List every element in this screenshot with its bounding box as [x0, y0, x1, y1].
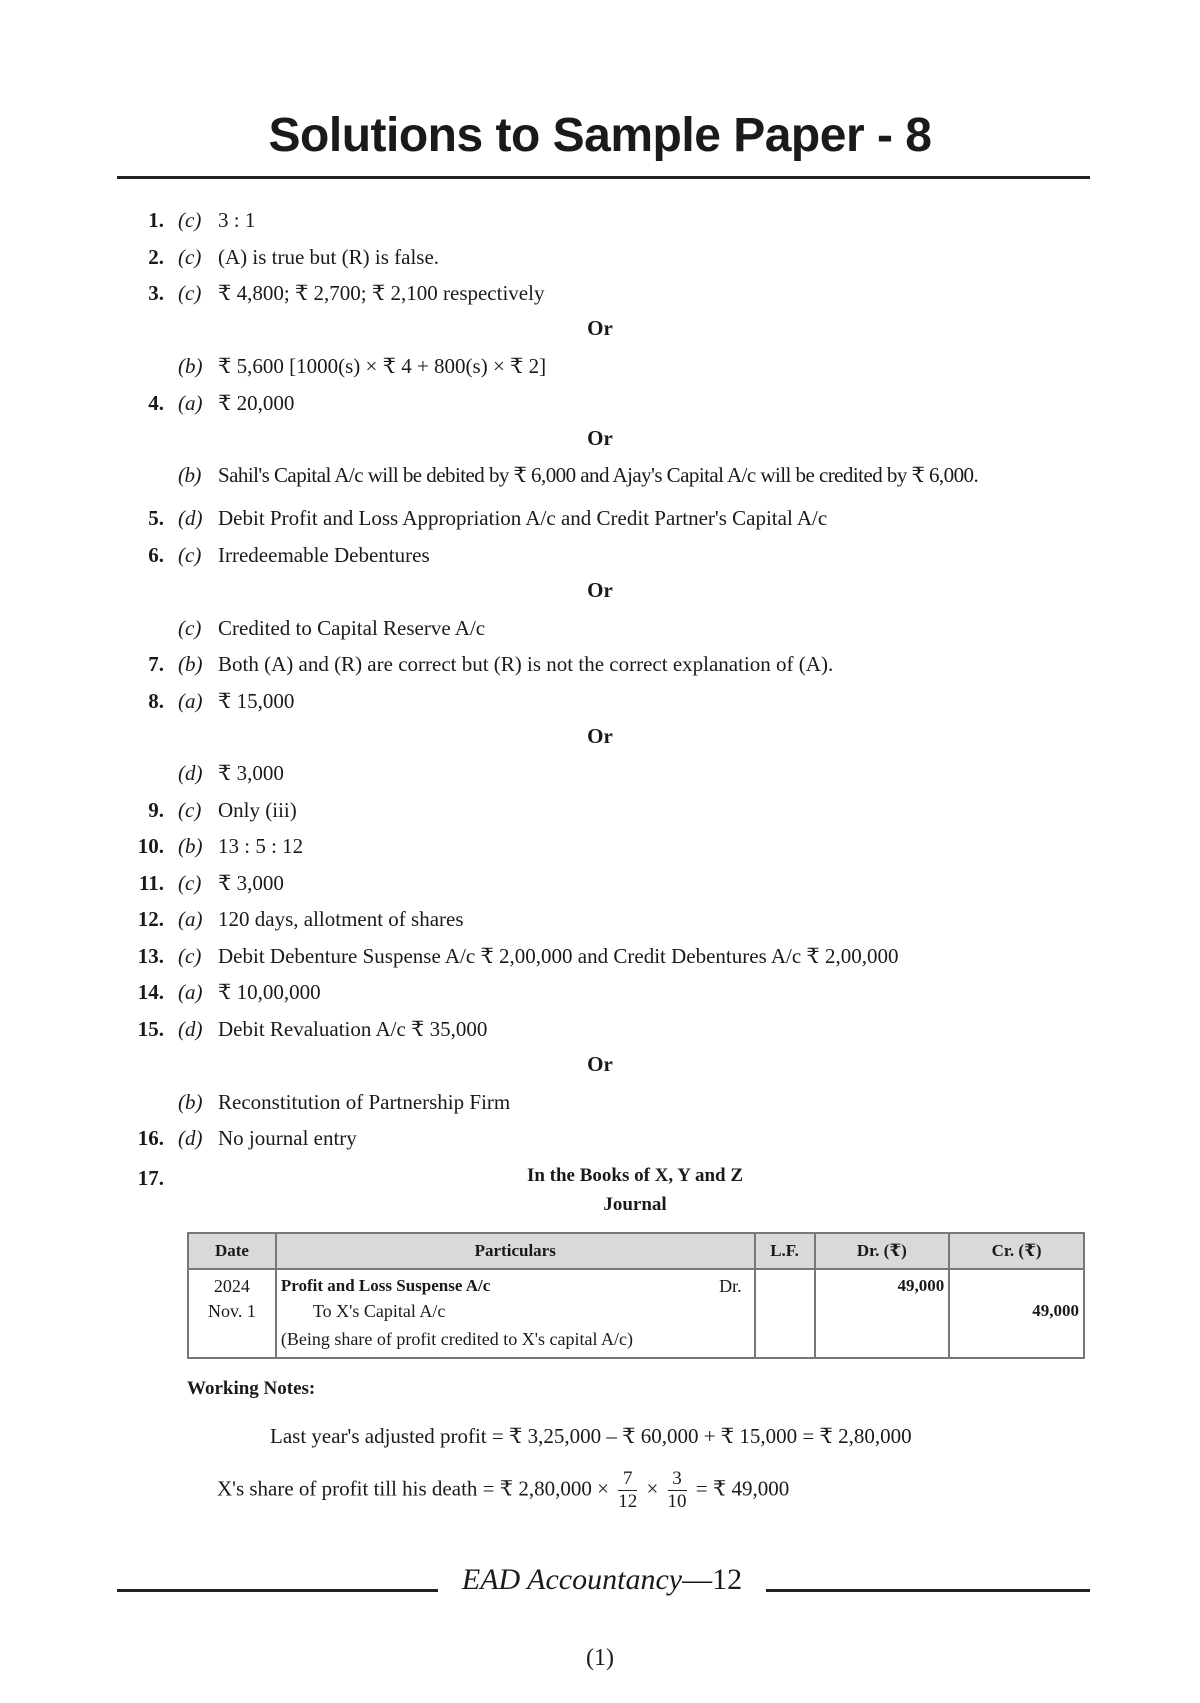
working-notes-label: Working Notes:	[187, 1378, 316, 1399]
option-label: (c)	[178, 616, 202, 640]
fraction-denominator: 10	[667, 1491, 687, 1512]
option-label: (c)	[178, 798, 202, 822]
footer-sep: —	[682, 1563, 713, 1596]
cell-cr	[949, 1326, 1084, 1358]
journal-heading: In the Books of X, Y and Z	[526, 1165, 744, 1186]
question-number: 7.	[148, 652, 164, 676]
answer-text: ₹ 4,800; ₹ 2,700; ₹ 2,100 respectively	[218, 281, 545, 305]
option-label: (a)	[178, 689, 203, 713]
col-header-particulars: Particulars	[276, 1233, 755, 1269]
fraction-numerator: 7	[618, 1468, 637, 1491]
question-number: 15.	[137, 1017, 164, 1041]
table-row	[188, 1326, 1084, 1358]
answer-text: (A) is true but (R) is false.	[218, 245, 440, 269]
answer-text: ₹ 3,000	[218, 871, 284, 895]
answer-text: Credited to Capital Reserve A/c	[218, 616, 486, 640]
table-row	[188, 1269, 1084, 1297]
question-number: 5.	[148, 506, 164, 530]
question-number: 16.	[137, 1126, 164, 1150]
answer-text: No journal entry	[218, 1126, 357, 1150]
option-label: (a)	[178, 907, 203, 931]
question-number: 12.	[137, 907, 164, 931]
answer-text: Irredeemable Debentures	[218, 543, 430, 567]
cell-date: 2024	[188, 1269, 276, 1297]
answer-text: Reconstitution of Partnership Firm	[218, 1090, 511, 1114]
question-number: 10.	[137, 834, 164, 858]
question-number: 6.	[148, 543, 164, 567]
or-separator: Or	[587, 426, 613, 450]
page-footer	[0, 1563, 1200, 1603]
option-label: (c)	[178, 208, 202, 232]
question-number: 11.	[138, 871, 164, 895]
question-number: 13.	[137, 944, 164, 968]
answer-text: 3 : 1	[218, 208, 256, 232]
cell-particulars: To X's Capital A/c	[276, 1297, 755, 1326]
question-number: 4.	[148, 391, 164, 415]
times-sign: ×	[646, 1476, 659, 1501]
or-separator: Or	[587, 578, 613, 602]
fraction-denominator: 12	[618, 1491, 638, 1512]
answer-text: Only (iii)	[218, 798, 297, 822]
journal-subheading: Journal	[603, 1194, 667, 1215]
option-label: (b)	[178, 652, 203, 676]
page-number: (1)	[586, 1645, 614, 1671]
calc-result: = ₹ 49,000	[695, 1476, 790, 1501]
footer-rule-left	[117, 1589, 438, 1592]
cell-cr: 49,000	[949, 1297, 1084, 1326]
col-header-date: Date	[188, 1233, 276, 1269]
option-label: (a)	[178, 391, 203, 415]
fraction	[618, 1468, 637, 1513]
option-label: (b)	[178, 463, 201, 487]
adjusted-profit-calc: Last year's adjusted profit = ₹ 3,25,000 – ₹ 60,000 + ₹ 15,000 = ₹ 2,80,000	[270, 1424, 912, 1448]
cell-dr	[815, 1297, 950, 1326]
question-number: 3.	[148, 281, 164, 305]
option-label: (c)	[178, 281, 202, 305]
option-label: (d)	[178, 1017, 203, 1041]
answer-text: ₹ 5,600 [1000(s) × ₹ 4 + 800(s) × ₹ 2]	[218, 354, 547, 378]
question-number: 17.	[137, 1166, 164, 1190]
footer-rule-right	[766, 1589, 1090, 1592]
option-label: (c)	[178, 543, 202, 567]
option-label: (c)	[178, 871, 202, 895]
table-header-row	[188, 1233, 1084, 1269]
option-label: (b)	[178, 1090, 203, 1114]
answer-text: ₹ 20,000	[218, 391, 295, 415]
question-number: 8.	[148, 689, 164, 713]
option-label: (c)	[178, 944, 202, 968]
question-number: 1.	[148, 208, 164, 232]
title-rule	[117, 176, 1090, 179]
cell-lf	[755, 1326, 815, 1358]
answer-text: ₹ 3,000	[218, 761, 284, 785]
question-number: 9.	[148, 798, 164, 822]
account-name: Profit and Loss Suspense A/c	[280, 1276, 491, 1295]
calc-prefix: X's share of profit till his death = ₹ 2,80,000 ×	[217, 1476, 609, 1501]
option-label: (c)	[178, 245, 202, 269]
cell-dr	[815, 1326, 950, 1358]
or-separator: Or	[587, 316, 613, 340]
cell-date: Nov. 1	[188, 1297, 276, 1326]
footer-code: 12	[712, 1563, 743, 1596]
cell-cr	[949, 1269, 1084, 1297]
fraction	[668, 1468, 687, 1513]
answer-text: Sahil's Capital A/c will be debited by ₹ 6,000 and Ajay's Capital A/c will be credited by ₹ 6,000.	[218, 463, 979, 487]
cell-particulars	[276, 1269, 755, 1297]
answer-text: ₹ 10,00,000	[218, 980, 321, 1004]
share-of-profit-calc	[217, 1468, 789, 1513]
option-label: (b)	[178, 354, 203, 378]
answer-text: Debit Revaluation A/c ₹ 35,000	[218, 1017, 488, 1041]
option-label: (d)	[178, 761, 203, 785]
col-header-lf: L.F.	[755, 1233, 815, 1269]
option-label: (a)	[178, 980, 203, 1004]
fraction-numerator: 3	[668, 1468, 687, 1491]
col-header-dr: Dr. (₹)	[815, 1233, 950, 1269]
option-label: (d)	[178, 1126, 203, 1150]
cell-date	[188, 1326, 276, 1358]
option-label: (b)	[178, 834, 203, 858]
page-title: Solutions to Sample Paper - 8	[268, 109, 932, 162]
footer-title	[440, 1563, 764, 1597]
answer-text: 13 : 5 : 12	[218, 834, 304, 858]
or-separator: Or	[587, 1052, 613, 1076]
cell-particulars: (Being share of profit credited to X's capital A/c)	[276, 1326, 755, 1358]
debit-mark: Dr.	[719, 1276, 742, 1296]
question-number: 2.	[148, 245, 164, 269]
answer-text: Debit Profit and Loss Appropriation A/c and Credit Partner's Capital A/c	[218, 506, 828, 530]
answer-text: Both (A) and (R) are correct but (R) is not the correct explanation of (A).	[218, 652, 834, 676]
journal-table	[187, 1232, 1085, 1359]
answer-text: Debit Debenture Suspense A/c ₹ 2,00,000 and Credit Debentures A/c ₹ 2,00,000	[218, 944, 899, 968]
or-separator: Or	[587, 724, 613, 748]
table-row	[188, 1297, 1084, 1326]
option-label: (d)	[178, 506, 203, 530]
col-header-cr: Cr. (₹)	[949, 1233, 1084, 1269]
answer-text: ₹ 15,000	[218, 689, 295, 713]
cell-lf	[755, 1269, 815, 1297]
question-number: 14.	[137, 980, 164, 1004]
cell-lf	[755, 1297, 815, 1326]
cell-dr: 49,000	[815, 1269, 950, 1297]
footer-book: EAD Accountancy	[461, 1563, 683, 1596]
answer-text: 120 days, allotment of shares	[218, 907, 464, 931]
